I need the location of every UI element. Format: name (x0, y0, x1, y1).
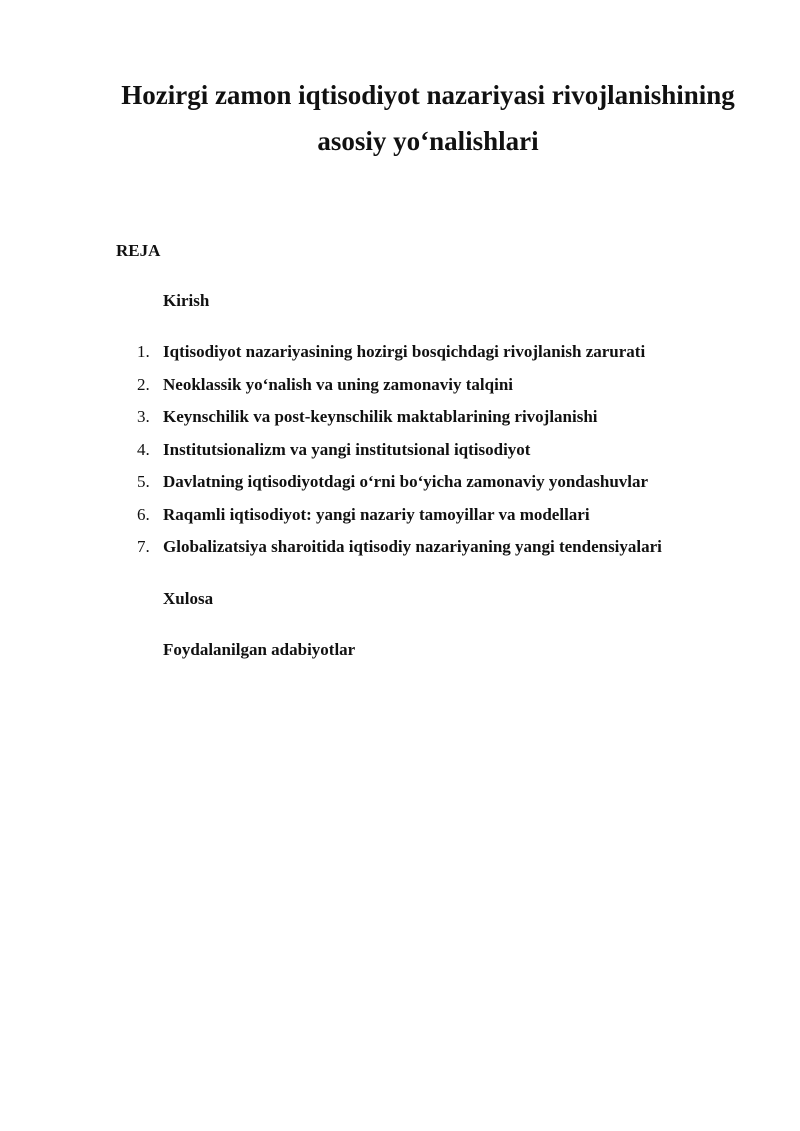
list-item (0, 504, 800, 537)
conclusion-entry: Xulosa (163, 589, 214, 608)
list-item-number: 2. (137, 374, 150, 394)
list-item-text: Iqtisodiyot nazariyasining hozirgi bosqichdagi rivojlanish zarurati (163, 342, 646, 361)
list-item (0, 471, 800, 504)
list-item-text: Raqamli iqtisodiyot: yangi nazariy tamoyillar va modellari (163, 504, 590, 524)
list-item-text: Keynschilik va post-keynschilik maktablarining rivojlanishi (163, 407, 598, 426)
page-title: Hozirgi zamon iqtisodiyot nazariyasi rivojlanishining asosiy yo‘nalishlari (121, 80, 735, 156)
list-item-number: 6. (137, 504, 150, 524)
list-item-number: 3. (137, 407, 150, 426)
list-item (0, 374, 800, 407)
list-item-text: Globalizatsiya sharoitida iqtisodiy nazariyaning yangi tendensiyalari (163, 537, 662, 556)
list-item (0, 341, 800, 374)
list-item-number: 4. (137, 439, 150, 459)
plan-heading: REJA (116, 241, 161, 260)
list-item-number: 7. (137, 537, 150, 556)
list-item-text: Neoklassik yo‘nalish va uning zamonaviy talqini (163, 374, 514, 394)
list-item (0, 439, 800, 472)
list-item (0, 406, 800, 439)
references-entry: Foydalanilgan adabiyotlar (163, 640, 356, 659)
table-of-contents (0, 341, 800, 569)
list-item-text: Institutsionalizm va yangi institutsional iqtisodiyot (163, 439, 531, 459)
list-item-number: 5. (137, 472, 150, 491)
list-item-text: Davlatning iqtisodiyotdagi o‘rni bo‘yicha zamonaviy yondashuvlar (163, 472, 649, 491)
list-item (0, 536, 800, 569)
intro-entry: Kirish (163, 291, 210, 310)
list-item-number: 1. (137, 342, 150, 361)
